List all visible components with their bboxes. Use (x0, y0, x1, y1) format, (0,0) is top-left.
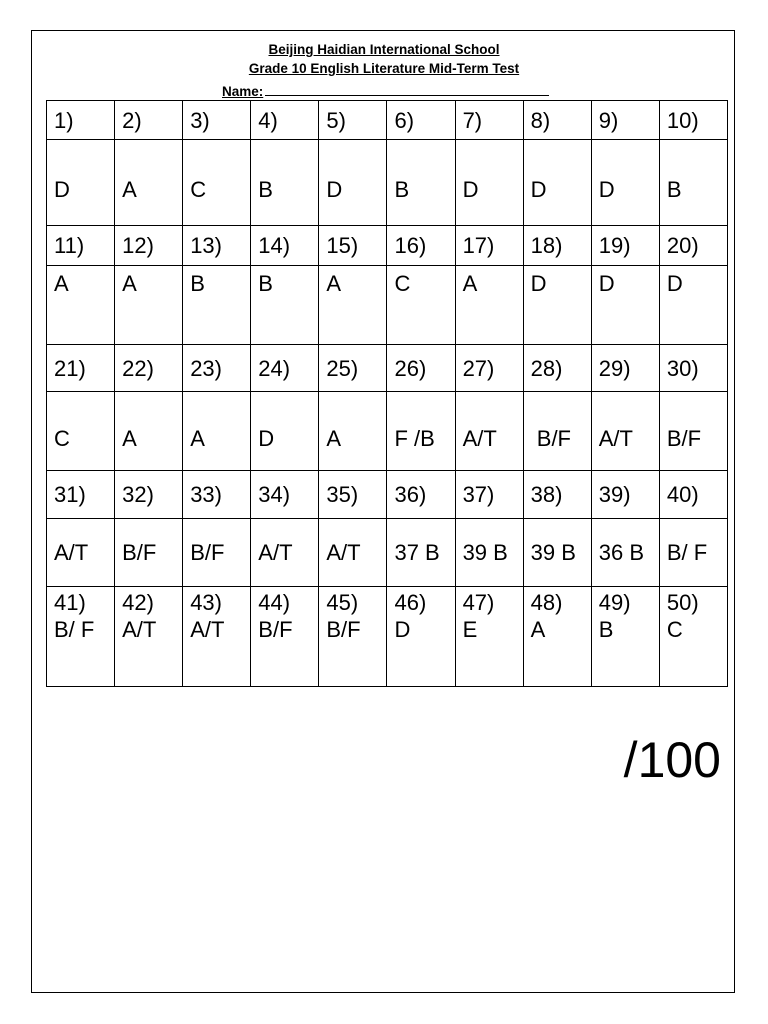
score-total: /100 (623, 732, 721, 788)
answer-text: A/T (122, 617, 157, 642)
question-number: 8) (523, 101, 591, 140)
answer-cell: B/F (183, 519, 251, 587)
question-number: 7) (455, 101, 523, 140)
question-number: 38) (523, 471, 591, 519)
question-answer-cell (387, 587, 455, 687)
answer-key-table (46, 100, 728, 687)
answer-cell: B/F (523, 392, 591, 471)
question-number: 30) (659, 345, 727, 392)
question-number: 9) (591, 101, 659, 140)
answer-cell: B/F (115, 519, 183, 587)
answer-text: B/ F (54, 617, 95, 642)
question-answer-cell (183, 587, 251, 687)
answer-row (47, 266, 728, 345)
answer-cell: A (115, 392, 183, 471)
question-number: 43) (190, 590, 222, 615)
question-number: 6) (387, 101, 455, 140)
question-number: 20) (659, 226, 727, 266)
question-answer-cell (47, 587, 115, 687)
question-number: 15) (319, 226, 387, 266)
question-answer-cell (591, 587, 659, 687)
answer-text: A (530, 617, 546, 642)
question-number: 31) (47, 471, 115, 519)
question-number: 14) (251, 226, 319, 266)
question-number: 41) (54, 590, 86, 615)
question-number-row (47, 226, 728, 266)
question-number: 35) (319, 471, 387, 519)
question-number: 16) (387, 226, 455, 266)
question-number: 27) (455, 345, 523, 392)
answer-cell: B (387, 140, 455, 226)
answer-cell: B/ F (659, 519, 727, 587)
question-number: 22) (115, 345, 183, 392)
answer-cell: B (183, 266, 251, 345)
answer-row (47, 519, 728, 587)
answer-cell: 36 B (591, 519, 659, 587)
answer-cell: C (47, 392, 115, 471)
answer-cell: D (47, 140, 115, 226)
answer-cell: 37 B (387, 519, 455, 587)
name-field[interactable] (222, 81, 549, 101)
answer-cell: A (183, 392, 251, 471)
answer-cell: A/T (47, 519, 115, 587)
question-number: 49) (598, 590, 631, 615)
answer-cell: D (319, 140, 387, 226)
answer-cell: A (47, 266, 115, 345)
question-number: 45) (326, 590, 359, 615)
answer-cell: D (523, 140, 591, 226)
question-number: 33) (183, 471, 251, 519)
answer-cell: B/F (659, 392, 727, 471)
question-number: 40) (659, 471, 727, 519)
answer-cell: B (659, 140, 727, 226)
question-number: 42) (122, 590, 154, 615)
answer-text: C (666, 617, 683, 642)
school-name: Beijing Haidian International School (268, 42, 500, 57)
answer-text: E (462, 617, 478, 642)
answer-cell: A (319, 266, 387, 345)
question-number: 29) (591, 345, 659, 392)
question-number: 23) (183, 345, 251, 392)
question-number: 50) (666, 590, 699, 615)
question-number-row (47, 101, 728, 140)
question-number: 24) (251, 345, 319, 392)
question-number: 1) (47, 101, 115, 140)
question-number: 47) (462, 590, 495, 615)
question-answer-cell (115, 587, 183, 687)
question-number: 17) (455, 226, 523, 266)
question-number-row (47, 471, 728, 519)
answer-cell: D (591, 140, 659, 226)
answer-text: B/F (258, 617, 293, 642)
question-number: 44) (258, 590, 291, 615)
answer-cell: D (659, 266, 727, 345)
question-number: 2) (115, 101, 183, 140)
question-number: 5) (319, 101, 387, 140)
answer-cell: 39 B (523, 519, 591, 587)
answer-cell: A/T (455, 392, 523, 471)
answer-text: B (598, 617, 614, 642)
question-number: 10) (659, 101, 727, 140)
answer-cell: A/T (591, 392, 659, 471)
question-number: 18) (523, 226, 591, 266)
question-answer-cell (251, 587, 319, 687)
answer-cell: D (251, 392, 319, 471)
question-number: 3) (183, 101, 251, 140)
answer-cell: D (591, 266, 659, 345)
question-number: 26) (387, 345, 455, 392)
answer-cell: C (387, 266, 455, 345)
combined-question-answer-row (47, 587, 728, 687)
answer-text: D (394, 617, 411, 642)
question-number: 48) (530, 590, 563, 615)
question-number: 39) (591, 471, 659, 519)
answer-cell: F /B (387, 392, 455, 471)
test-title: Grade 10 English Literature Mid-Term Test (248, 61, 520, 76)
answer-text: B/F (326, 617, 361, 642)
question-number: 32) (115, 471, 183, 519)
question-answer-cell (455, 587, 523, 687)
question-number: 13) (183, 226, 251, 266)
question-number: 25) (319, 345, 387, 392)
question-number: 36) (387, 471, 455, 519)
answer-cell: D (455, 140, 523, 226)
answer-cell: C (183, 140, 251, 226)
answer-row (47, 392, 728, 471)
question-number: 34) (251, 471, 319, 519)
question-number: 37) (455, 471, 523, 519)
answer-text: A/T (190, 617, 225, 642)
question-answer-cell (523, 587, 591, 687)
answer-cell: A/T (251, 519, 319, 587)
answer-cell: D (523, 266, 591, 345)
question-answer-cell (319, 587, 387, 687)
question-answer-cell (659, 587, 727, 687)
answer-cell: A (115, 140, 183, 226)
question-number: 21) (47, 345, 115, 392)
question-number: 12) (115, 226, 183, 266)
question-number: 19) (591, 226, 659, 266)
answer-cell: A/T (319, 519, 387, 587)
question-number: 46) (394, 590, 427, 615)
test-header (0, 40, 768, 78)
name-label: Name: (222, 84, 264, 99)
answer-cell: B (251, 140, 319, 226)
question-number: 11) (47, 226, 115, 266)
question-number-row (47, 345, 728, 392)
answer-cell: B (251, 266, 319, 345)
question-number: 28) (523, 345, 591, 392)
answer-cell: 39 B (455, 519, 523, 587)
name-blank-line[interactable] (265, 81, 549, 96)
answer-cell: A (319, 392, 387, 471)
question-number: 4) (251, 101, 319, 140)
answer-row (47, 140, 728, 226)
answer-cell: A (455, 266, 523, 345)
answer-cell: A (115, 266, 183, 345)
